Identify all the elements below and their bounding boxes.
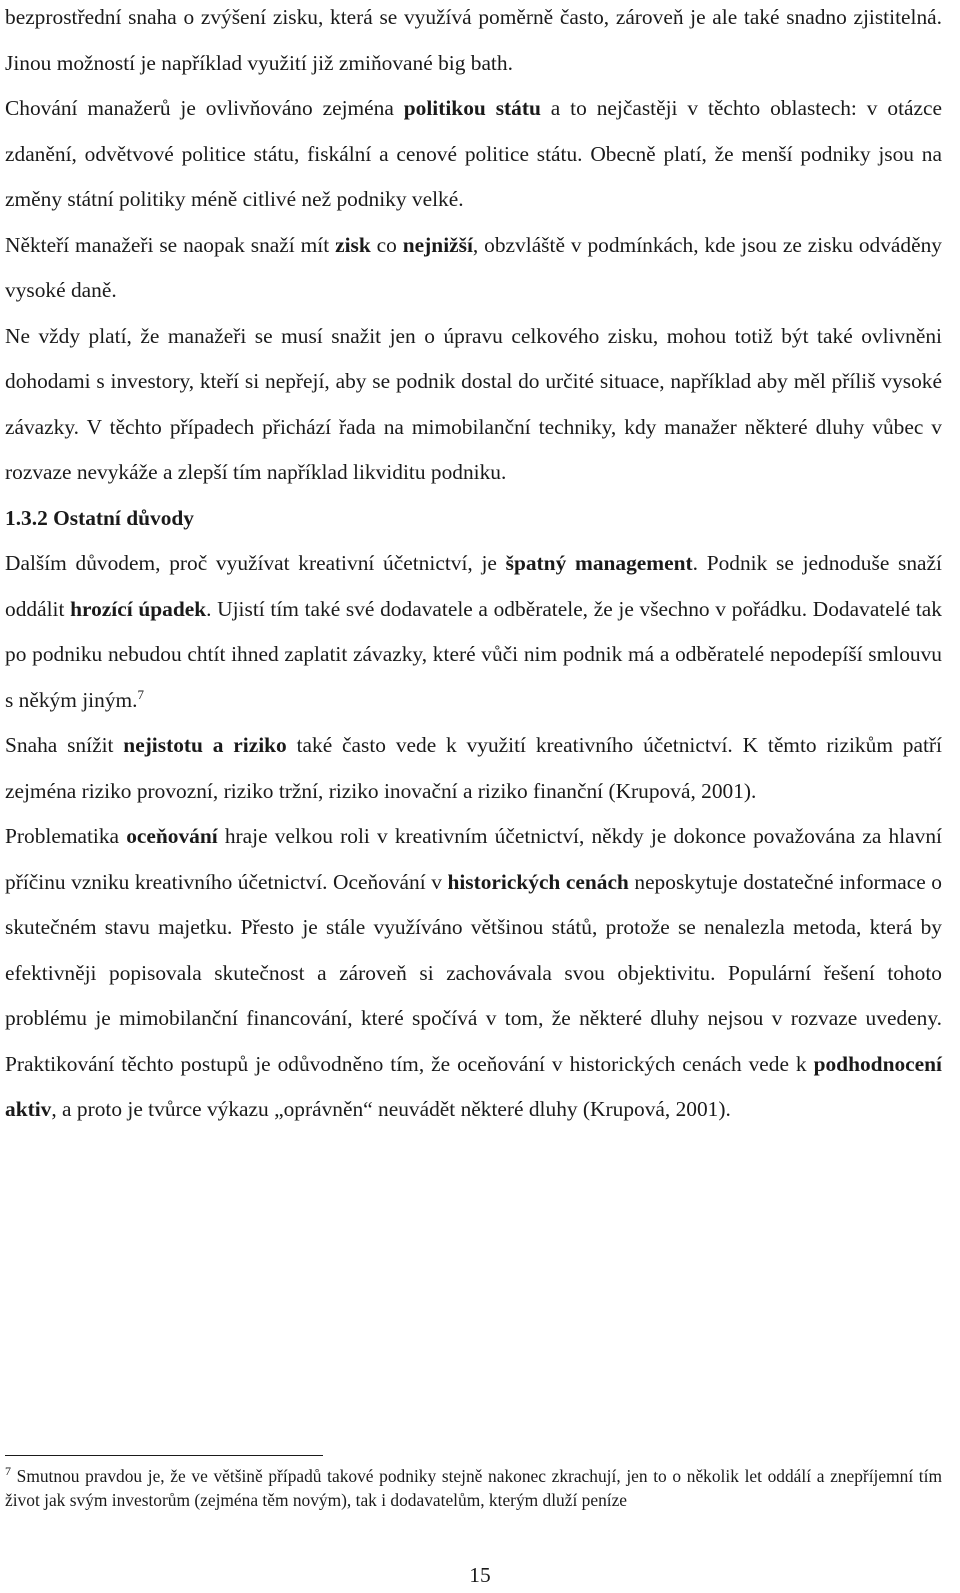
paragraph-4-text: Ne vždy platí, že manažeři se musí snažit jen o úpravu celkového zisku, mohou totiž být také ovlivněni dohodami s investory, kteří si nepřejí, aby se podnik dostal do určité situace, například aby měl příliš vysoké závazky. V těchto případech přichází řada na mimobilanční techniky, kdy manažer některé dluhy vůbec v rozvaze nevykáže a zlepší tím například likviditu podniku.	[5, 323, 942, 484]
footnote-divider	[5, 1455, 323, 1456]
paragraph-6-text-2: také často vede k využití kreativního účetnictví. K těmto rizikům patří zejména riziko provozní, riziko tržní, riziko inovační a riziko finanční (Krupová, 2001).	[5, 733, 942, 803]
paragraph-1-text: bezprostřední snaha o zvýšení zisku, která se využívá poměrně často, zároveň je ale také snadno zjistitelná. Jinou možností je například využití již zmiňované big bath.	[5, 5, 942, 75]
paragraph-5-text-2: . Podnik se jednoduše snaží oddálit	[5, 551, 942, 621]
paragraph-7	[5, 814, 942, 1133]
footnote-text: Smutnou pravdou je, že ve většině případů takové podniky stejně nakonec zkrachují, jen to o několik let oddálí a znepříjemní tím život jak svým investorům (zejména těm novým), tak i dodavatelům, kterým dluží peníze	[5, 1466, 942, 1510]
paragraph-2	[5, 86, 942, 223]
paragraph-2-bold-1: politikou státu	[403, 96, 541, 120]
paragraph-5-bold-1: špatný management	[505, 551, 693, 575]
paragraph-4	[5, 314, 942, 496]
paragraph-7-bold-3: podhodnocení aktiv	[5, 1051, 942, 1121]
footnote-number: 7	[5, 1464, 11, 1479]
paragraph-7-bold-1: oceňování	[126, 824, 218, 848]
paragraph-5-text-3: . Ujistí tím také své dodavatele a odběratele, že je všechno v pořádku. Dodavatelé tak po podniku nebudou chtít ihned zaplatit závazky, které vůči nim podnik má a odběratelé nepodepíší smlouvu s někým jiným.	[5, 596, 942, 712]
paragraph-7-text-4: , a proto je tvůrce výkazu „oprávněn“ neuvádět některé dluhy (Krupová, 2001).	[51, 1097, 731, 1121]
footnote	[5, 1464, 942, 1512]
paragraph-3-text-3: , obzvláště v podmínkách, kde jsou ze zisku odváděny vysoké daně.	[5, 232, 942, 302]
paragraph-6-bold-1: nejistotu a riziko	[123, 733, 287, 757]
page-number: 15	[469, 1563, 491, 1587]
paragraph-5	[5, 541, 942, 723]
footnote-reference[interactable]: 7	[137, 686, 145, 702]
paragraph-2-text-2: a to nejčastěji v těchto oblastech: v otázce zdanění, odvětvové politice státu, fiskální a cenové politice státu. Obecně platí, že menší podniky jsou na změny státní politiky méně citlivé než podniky velké.	[5, 96, 942, 211]
paragraph-2-text-1: Chování manažerů je ovlivňováno zejména	[5, 96, 404, 120]
paragraph-7-text-3: neposkytuje dostatečné informace o skutečném stavu majetku. Přesto je stále využíváno většinou států, protože se nenalezla metoda, která by efektivněji popisovala skutečnost a zároveň si zachovávala svou objektivitu. Populární řešení tohoto problému je mimobilanční financování, které spočívá v tom, že některé dluhy nejsou v rozvaze uvedeny. Praktikování těchto postupů je odůvodněno tím, že oceňování v historických cenách vede k	[5, 869, 942, 1076]
section-heading: 1.3.2 Ostatní důvody	[5, 505, 194, 530]
paragraph-7-text-2: hraje velkou roli v kreativním účetnictví, někdy je dokonce považována za hlavní příčinu vzniku kreativního účetnictví. Oceňování v	[5, 824, 942, 894]
paragraph-3-bold-2: nejnižší	[402, 232, 473, 257]
paragraph-6	[5, 723, 942, 814]
paragraph-7-text-1: Problematika	[5, 824, 127, 848]
paragraph-5-text-1: Dalším důvodem, proč využívat kreativní účetnictví, je	[5, 551, 506, 575]
paragraph-6-text-1: Snaha snížit	[5, 733, 124, 757]
paragraph-3-text-1: Někteří manažeři se naopak snaží mít	[5, 232, 336, 257]
paragraph-1	[5, 0, 942, 86]
paragraph-5-bold-2: hrozící úpadek	[70, 596, 207, 621]
paragraph-3	[5, 223, 942, 314]
paragraph-3-bold-1: zisk	[335, 232, 371, 257]
paragraph-7-bold-2: historických cenách	[447, 869, 629, 894]
body-text	[5, 0, 942, 1133]
paragraph-3-text-2: co	[370, 232, 403, 257]
